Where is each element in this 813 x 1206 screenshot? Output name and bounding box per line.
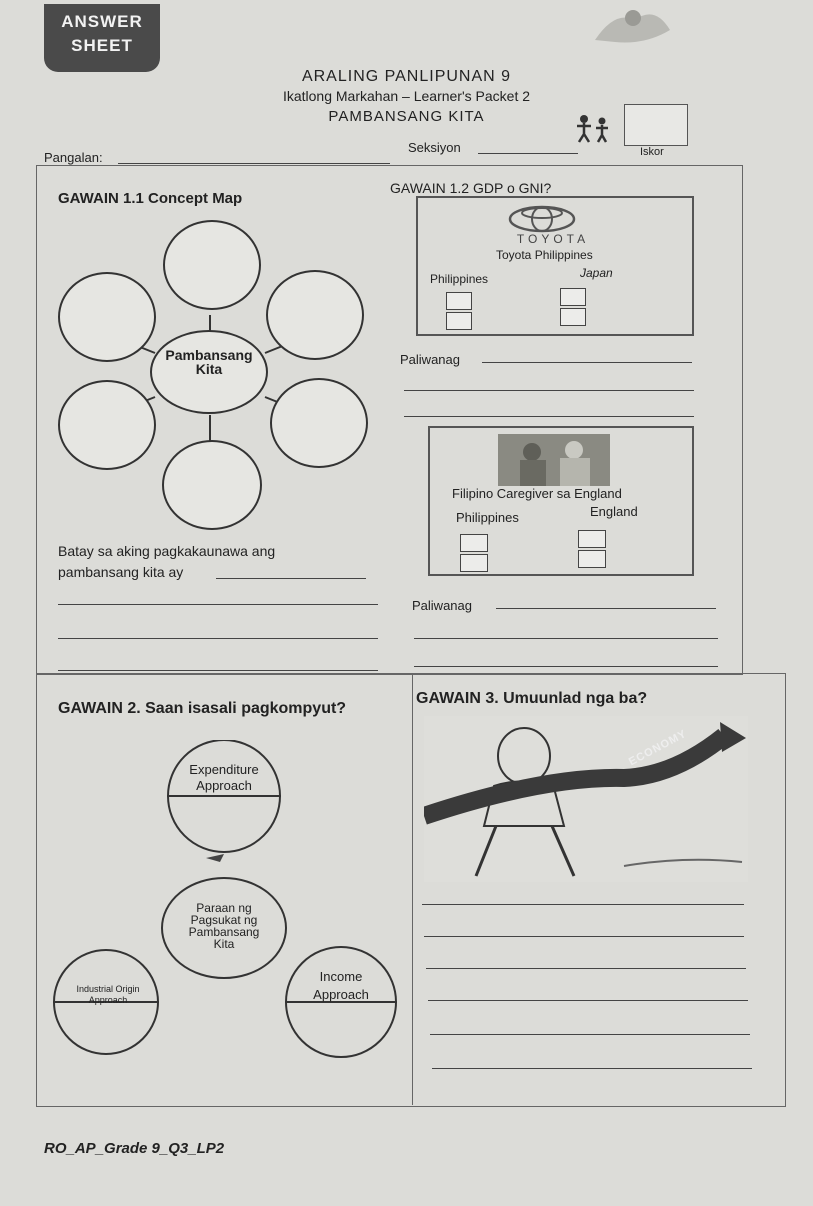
concept-prompt-2: pambansang kita ay xyxy=(58,564,184,580)
concept-bubble-lower-left[interactable] xyxy=(58,380,156,470)
activity-3-line-6[interactable] xyxy=(432,1068,752,1069)
caregiver-england-box-2[interactable] xyxy=(578,550,606,568)
center-text-1: Paraan ng xyxy=(196,901,252,915)
center-label-2: Kita xyxy=(195,361,223,377)
toyota-logo-text: TOYOTA xyxy=(516,232,590,246)
concept-bubble-upper-right[interactable] xyxy=(266,270,364,360)
economy-arrow-label: ECONOMY xyxy=(626,727,689,769)
explain-line-1a[interactable] xyxy=(482,362,692,363)
caregiver-caption: Filipino Caregiver sa England xyxy=(452,486,622,501)
toyota-logo-icon xyxy=(507,204,577,234)
topic-title: PAMBANSANG KITA xyxy=(328,108,485,125)
center-label-1: Pambansang xyxy=(165,347,253,363)
score-box[interactable] xyxy=(624,104,688,146)
caregiver-photo xyxy=(498,434,610,486)
name-label: Pangalan: xyxy=(44,150,103,165)
caregiver-philippines-box-1[interactable] xyxy=(460,534,488,552)
answer-sheet-badge xyxy=(44,4,160,72)
section-field[interactable] xyxy=(478,153,578,154)
explain-line-1c[interactable] xyxy=(404,416,694,417)
toyota-caption: Toyota Philippines xyxy=(496,248,593,262)
badge-line-2: SHEET xyxy=(71,36,133,55)
section-2-divider xyxy=(412,673,413,1105)
toyota-japan-box-1[interactable] xyxy=(560,288,586,306)
section-label: Seksiyon xyxy=(408,140,461,155)
mascot-icon xyxy=(585,0,675,50)
expenditure-line-2: Approach xyxy=(196,778,252,793)
income-approach-label xyxy=(288,968,394,1004)
activity-1-1-title: GAWAIN 1.1 Concept Map xyxy=(58,190,243,207)
toyota-col-japan: Japan xyxy=(580,266,613,280)
explain-label-1: Paliwanag xyxy=(400,352,460,367)
explain-line-2c[interactable] xyxy=(414,666,718,667)
explain-line-2a[interactable] xyxy=(496,608,716,609)
activity-3-line-3[interactable] xyxy=(426,968,746,969)
center-text-2: Pagsukat ng xyxy=(190,913,258,927)
explain-label-2: Paliwanag xyxy=(412,598,472,613)
industrial-line-1: Industrial Origin xyxy=(76,984,140,994)
industrial-origin-label xyxy=(58,984,158,1006)
concept-answer-line-3[interactable] xyxy=(58,638,378,639)
score-label: Iskor xyxy=(640,146,664,158)
people-icon xyxy=(572,114,616,144)
subject-title: ARALING PANLIPUNAN 9 xyxy=(301,68,512,85)
toyota-philippines-box-1[interactable] xyxy=(446,292,472,310)
concept-bubble-top[interactable] xyxy=(163,220,261,310)
concept-answer-line-2[interactable] xyxy=(58,604,378,605)
frame-right-edge xyxy=(742,165,743,673)
center-text-3: Pambansang xyxy=(188,925,260,939)
activity-2-title: GAWAIN 2. Saan isasali pagkompyut? xyxy=(58,700,347,717)
explain-line-1b[interactable] xyxy=(404,390,694,391)
concept-bubble-lower-right[interactable] xyxy=(270,378,368,468)
caregiver-col-england: England xyxy=(590,504,638,519)
toyota-japan-box-2[interactable] xyxy=(560,308,586,326)
badge-line-1: ANSWER xyxy=(61,12,143,31)
industrial-line-2: Approach xyxy=(88,995,128,1005)
expenditure-approach-label xyxy=(168,762,280,794)
caregiver-col-philippines: Philippines xyxy=(456,510,519,525)
caregiver-england-box-1[interactable] xyxy=(578,530,606,548)
footer-code: RO_AP_Grade 9_Q3_LP2 xyxy=(44,1140,225,1157)
expenditure-line-1: Expenditure xyxy=(189,762,259,777)
concept-answer-line-1[interactable] xyxy=(216,578,366,579)
explain-line-2b[interactable] xyxy=(414,638,718,639)
packet-subtitle: Ikatlong Markahan – Learner's Packet 2 xyxy=(282,88,531,104)
name-field[interactable] xyxy=(118,163,390,164)
concept-center-bubble xyxy=(150,330,268,414)
caregiver-philippines-box-2[interactable] xyxy=(460,554,488,572)
activity-3-line-2[interactable] xyxy=(424,936,744,937)
toyota-philippines-box-2[interactable] xyxy=(446,312,472,330)
concept-prompt-1: Batay sa aking pagkakaunawa ang xyxy=(58,543,276,559)
toyota-col-philippines: Philippines xyxy=(430,272,489,286)
concept-bubble-upper-left[interactable] xyxy=(58,272,156,362)
activity-1-2-title: GAWAIN 1.2 GDP o GNI? xyxy=(390,180,552,196)
concept-answer-line-4[interactable] xyxy=(58,670,378,671)
activity-3-title: GAWAIN 3. Umuunlad nga ba? xyxy=(416,690,648,707)
measurement-center-label xyxy=(164,902,284,950)
economy-cartoon xyxy=(424,716,748,882)
activity-3-line-1[interactable] xyxy=(422,904,744,905)
income-line-2: Approach xyxy=(313,987,369,1002)
income-line-1: Income xyxy=(319,969,363,984)
concept-bubble-bottom[interactable] xyxy=(162,440,262,530)
activity-3-line-5[interactable] xyxy=(430,1034,750,1035)
activity-3-line-4[interactable] xyxy=(428,1000,748,1001)
center-text-4: Kita xyxy=(213,937,235,951)
